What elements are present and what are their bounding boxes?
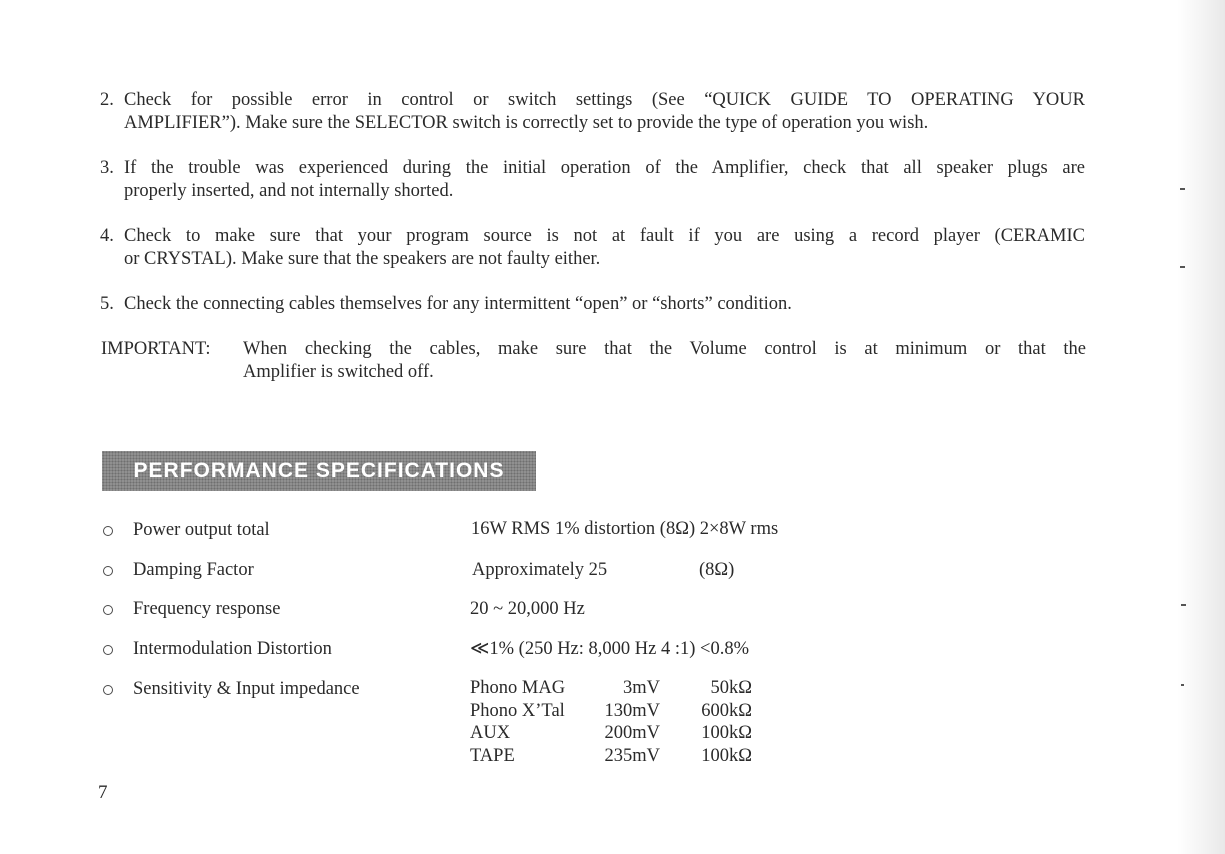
sensitivity-level: 235mV — [604, 745, 660, 766]
spec-label: Frequency response — [133, 599, 281, 619]
sensitivity-impedance: 100kΩ — [701, 723, 752, 743]
item-text-line: Check the connecting cables themselves for any intermittent “open” or “shorts” condition. — [124, 294, 792, 314]
sensitivity-source: TAPE — [470, 745, 515, 766]
spec-label: Power output total — [133, 520, 270, 540]
sensitivity-impedance: 600kΩ — [701, 700, 752, 721]
sensitivity-source: Phono X’Tal — [470, 700, 565, 721]
item-number: 2. — [100, 90, 114, 110]
item-text-line: AMPLIFIER”). Make sure the SELECTOR switch is correctly set to provide the type of operation you wish. — [124, 113, 929, 133]
bullet-circle-icon — [103, 605, 113, 615]
bullet-circle-icon — [103, 566, 113, 576]
item-number: 5. — [100, 294, 114, 314]
spec-value-intermod: ≪1% (250 Hz: 8,000 Hz 4 :1) <0.8% — [470, 639, 749, 659]
bullet-circle-icon — [103, 685, 113, 695]
troubleshooting-item-2 — [100, 89, 1085, 135]
page-number: 7 — [98, 782, 108, 803]
spec-label: Damping Factor — [133, 560, 254, 580]
item-text-line: Check to make sure that your program source is not at fault if you are using a record player (CERAMIC — [124, 226, 1085, 246]
troubleshooting-item-3 — [100, 157, 1085, 203]
troubleshooting-item-4 — [100, 225, 1085, 271]
important-text-line: When checking the cables, make sure that the Volume control is at minimum or that the — [243, 339, 1086, 359]
scan-speck — [1181, 684, 1184, 686]
section-title-banner — [102, 451, 536, 491]
sensitivity-source: AUX — [470, 723, 511, 743]
item-number: 4. — [100, 226, 114, 246]
spec-value-frequency: 20 ~ 20,000 Hz — [470, 599, 585, 619]
important-text-line: Amplifier is switched off. — [243, 362, 434, 382]
sensitivity-level-column — [590, 677, 660, 767]
scan-speck — [1180, 266, 1185, 268]
sensitivity-level: 130mV — [604, 700, 660, 721]
spec-value-damping-load: (8Ω) — [699, 560, 735, 580]
item-number: 3. — [100, 158, 114, 178]
item-text-line: properly inserted, and not internally shorted. — [124, 181, 454, 201]
spec-value-damping: Approximately 25 — [472, 560, 608, 580]
bullet-circle-icon — [103, 526, 113, 536]
section-title: PERFORMANCE SPECIFICATIONS — [133, 459, 505, 482]
sensitivity-level: 3mV — [623, 678, 660, 698]
scan-speck — [1181, 604, 1186, 606]
page-edge-shadow — [1177, 0, 1225, 854]
important-note — [101, 338, 1086, 384]
sensitivity-impedance: 100kΩ — [701, 745, 752, 766]
sensitivity-source: Phono MAG — [470, 678, 566, 698]
item-text-line: or CRYSTAL). Make sure that the speakers are not faulty either. — [124, 249, 601, 269]
item-text-line: If the trouble was experienced during the initial operation of the Amplifier, check that all speaker plugs are — [124, 158, 1085, 178]
spec-label: Sensitivity & Input impedance — [133, 679, 360, 699]
spec-label: Intermodulation Distortion — [133, 639, 332, 659]
bullet-circle-icon — [103, 645, 113, 655]
scan-speck — [1180, 188, 1185, 190]
sensitivity-source-column — [470, 677, 565, 767]
spec-value-power: 16W RMS 1% distortion (8Ω) 2×8W rms — [471, 519, 779, 539]
sensitivity-level: 200mV — [604, 723, 660, 743]
troubleshooting-item-5 — [100, 293, 1085, 316]
important-label: IMPORTANT: — [101, 339, 211, 359]
sensitivity-impedance: 50kΩ — [710, 678, 752, 698]
sensitivity-impedance-column — [686, 677, 752, 767]
item-text-line: Check for possible error in control or switch settings (See “QUICK GUIDE TO OPERATING YOUR — [124, 90, 1085, 110]
